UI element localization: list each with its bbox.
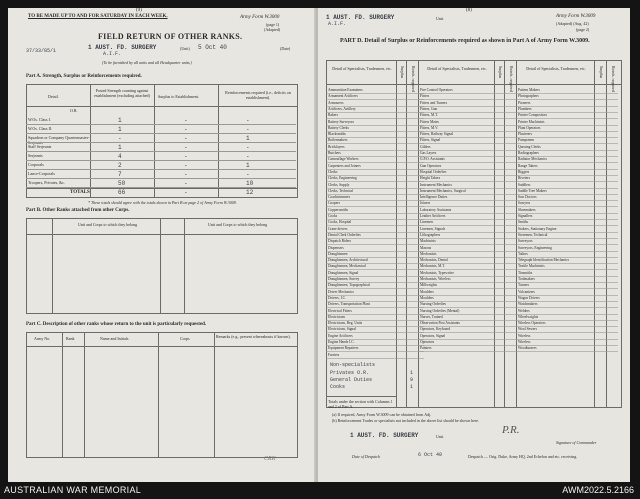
trade-item: Dispensers	[328, 245, 344, 250]
strength-row-value-c: -	[246, 126, 250, 133]
typed-line-4: Cooks	[330, 384, 346, 390]
reference-number: 37/33/85/1	[26, 48, 57, 54]
trade-item: Queuing Clerks	[518, 144, 541, 149]
form-adapted: (Adapted)	[264, 27, 281, 32]
strength-row-value-a: 1	[118, 126, 122, 133]
trade-item: Textile Machinists	[518, 264, 545, 269]
trade-item: Millwrights	[420, 283, 437, 288]
header-detail: Detail.	[48, 94, 59, 99]
part-b-table	[26, 218, 298, 314]
trade-item: Wireless	[518, 340, 531, 344]
trade-item: Clerks, Supply	[328, 182, 350, 187]
right-page	[318, 8, 630, 482]
archive-id: AWM2022.5.2166	[562, 485, 634, 495]
trade-item: Mechanists, Typewriter	[420, 270, 454, 275]
trade-item: Moulders	[420, 289, 434, 294]
strength-row-value-b: -	[184, 162, 188, 169]
part-b-header-1: Unit and Corps to which they belong	[78, 222, 138, 227]
trade-item: Shoemakers	[518, 207, 536, 212]
unit-label: (Unit)	[180, 46, 190, 51]
page-number: (9)	[136, 8, 142, 13]
trade-item: Mechanists	[420, 251, 437, 256]
trade-item: Radiator Mechanics	[518, 157, 547, 162]
trade-item: Coopers	[328, 201, 340, 206]
strength-row-value-b: -	[184, 126, 188, 133]
trade-item: Bricklayers	[328, 144, 345, 149]
trade-item: Engine Artificers	[328, 333, 353, 338]
strength-row	[26, 116, 296, 125]
part-c-table	[26, 332, 298, 458]
strength-row-value-c: 10	[246, 180, 254, 187]
commander-signature: P.R.	[502, 424, 520, 436]
strength-row-value-b: -	[184, 180, 188, 187]
strength-row	[26, 152, 296, 161]
trade-item: Printer Compositors	[518, 113, 548, 118]
trade-item: Dispatch Riders	[328, 239, 352, 244]
trade-item: Pumpsmen	[518, 138, 534, 143]
col-header-reinfs-1: Reinfs. required	[411, 66, 416, 92]
trade-item: Leather Artificers	[420, 214, 446, 218]
unit-typed-right: 1 AUST. FD. SURGERY	[326, 14, 395, 21]
totals-footnote: Totals under the section with Columns 1 and 2 of Part A.	[328, 399, 393, 409]
strength-row	[26, 134, 296, 143]
trade-item: Turners	[518, 283, 530, 288]
trade-item: Linemen	[420, 220, 433, 225]
strength-row-value-c: -	[246, 117, 250, 124]
trade-item: Blacksmiths	[328, 132, 346, 137]
trade-item: Ammunition Examiners	[328, 88, 363, 92]
typed-line-2: Privates O.R.	[330, 370, 370, 376]
strength-row-value-a: 2	[118, 162, 122, 169]
totals-surplus: -	[184, 189, 188, 196]
trade-item: Pattern Makers	[518, 88, 540, 92]
trade-item: Linemen, Signals	[420, 226, 446, 231]
trade-item: Farriers	[328, 352, 340, 357]
part-d-title: PART D. Detail of Surplus or Reinforcements required as shown in Part A of Army Form W.3009.	[340, 38, 590, 44]
strength-row-label: Corporals	[28, 162, 44, 167]
trade-item: Artificers, Artillery	[328, 106, 356, 111]
page-title: FIELD RETURN OF OTHER RANKS.	[98, 32, 243, 41]
trade-item: Fitters, Gun	[420, 106, 438, 111]
part-c-header-remarks: Remarks (e.g., present whereabouts if known).	[216, 334, 291, 339]
trade-item: Range Takers	[518, 163, 538, 168]
trade-item: Armourers	[328, 100, 344, 105]
archive-name: AUSTRALIAN WAR MEMORIAL	[4, 485, 142, 495]
strength-row-label: W.Os. Class I.	[28, 117, 51, 122]
trade-item: Bakers	[328, 113, 338, 118]
form-id: Army Form W.3000	[240, 15, 280, 20]
trade-item: Plant Operators	[518, 125, 541, 130]
trade-item: Fitters, M.T.	[420, 113, 438, 118]
part-c-header-name: Name and Initials	[100, 336, 129, 341]
trade-item: Sawyers	[518, 201, 531, 206]
header-surplus: Surplus to Establishment.	[158, 94, 199, 99]
trade-item: Photographers	[518, 94, 539, 99]
trade-item: Height Takers	[420, 176, 441, 181]
strength-row-value-a: 1	[118, 117, 122, 124]
trade-item: Fire Control Operators	[420, 88, 453, 92]
trade-item: Nurses, Trained	[420, 314, 443, 319]
trade-item: Driver Mechanics	[328, 289, 354, 294]
strength-row-value-c: 1	[246, 162, 250, 169]
strength-row-value-a: 4	[118, 153, 122, 160]
trade-item: Gilders	[420, 144, 431, 149]
trade-item: Drivers, I.C.	[328, 295, 346, 300]
trade-item: Boilermakers	[328, 138, 348, 143]
trade-item: Draughtsmen, Signal	[328, 270, 359, 275]
strength-row	[26, 179, 296, 188]
totals-posted: 66	[118, 189, 126, 196]
date-label: (Date)	[280, 46, 291, 51]
trade-item: Nursing Orderlies	[420, 302, 446, 307]
strength-row-value-c: 1	[246, 135, 250, 142]
trade-item: Saddlers	[518, 182, 531, 187]
trade-item: Plasterers	[518, 132, 532, 137]
trade-item: Drivers, Transportation Plant	[328, 302, 370, 307]
trade-item: Moulders	[420, 295, 434, 300]
strength-row-label: Serjeants	[28, 153, 43, 158]
trade-item: Armament Artificers	[328, 94, 358, 99]
strength-row-label: Squadron or Company Quartermaster-	[28, 135, 90, 140]
strength-row-value-b: -	[184, 153, 188, 160]
trade-item: Electricians	[328, 314, 345, 319]
part-c-header-corps: Corps	[180, 336, 190, 341]
part-b-title: Part B. Other Ranks attached from other Corps.	[26, 208, 130, 213]
trade-item: Engine Hands I.C.	[328, 340, 355, 344]
trade-item: Fitters	[420, 94, 430, 99]
trade-item: Surveyors	[518, 239, 533, 244]
strength-row-value-a: 50	[118, 180, 126, 187]
trade-item: Hospital Orderlies	[420, 169, 447, 174]
trade-item: Instrument Mechanics	[420, 182, 453, 187]
trade-item: Radiographers	[518, 151, 539, 155]
trade-item: Instrument Mechanics, Surgical	[420, 188, 466, 193]
part-a-note: * These totals should agree with the totals shown in Part B on page 2 of Army Form W.3009.	[88, 200, 237, 205]
trade-item: Painters	[420, 346, 432, 351]
strength-row-label: Staff Serjeants	[28, 144, 52, 149]
strength-row	[26, 161, 296, 170]
trade-item: Wool Sewers	[518, 327, 537, 332]
trade-item: Joiners	[420, 201, 431, 206]
left-signature: CRK	[264, 456, 276, 462]
trade-item: Wireless	[518, 333, 531, 338]
trade-item: Pioneers	[518, 100, 531, 105]
trade-item: Observation Post Assistants	[420, 321, 460, 326]
unit-typed: 1 AUST. FD. SURGERY	[88, 44, 157, 51]
part-b-header-2: Unit and Corps to which they belong	[208, 222, 268, 227]
trade-item: Wheelwrights	[518, 314, 539, 319]
trade-item: Dental Clerk Orderlies	[328, 232, 361, 237]
typed-line-3: General Duties	[330, 377, 373, 383]
trade-item: Carpenters and Joiners	[328, 163, 361, 168]
trade-item: Tinsmiths	[518, 270, 533, 275]
header-or: O.R.	[70, 108, 78, 113]
strength-row-label: Troopers, Privates, &c.	[28, 180, 66, 185]
trade-item: Draughtsmen, Topographical	[328, 283, 370, 288]
strength-row-value-c: -	[246, 153, 250, 160]
header-reinforcements: Reinforcements required (i.e., deficits on establishment).	[225, 90, 291, 100]
trade-rule	[418, 351, 516, 352]
trade-item: Stokers, Stationary Engine	[518, 226, 557, 231]
left-page	[8, 8, 316, 482]
trade-item: Toolmakers	[518, 277, 535, 281]
trade-item: Printer Machinists	[518, 119, 545, 124]
col-header-reinfs-3: Reinfs. required	[611, 66, 616, 92]
part-c-header-army-no: Army No.	[34, 336, 51, 341]
trade-item: Lithographers	[420, 232, 441, 237]
trade-item: Draughtsmen, Architectural	[328, 258, 368, 263]
trade-item: Coppersmiths	[328, 207, 348, 212]
trade-item: Woodturners	[518, 346, 537, 351]
unit-sign-label: Unit.	[436, 434, 445, 439]
trade-item: Laboratory Assistants	[420, 207, 452, 212]
trade-item: Electricians, Reg. Units	[328, 321, 363, 326]
col-header-surplus-2: Surplus	[498, 66, 503, 79]
totals-reinforcements: 12	[246, 189, 254, 196]
trade-item: Mechanists, Dental	[420, 258, 448, 263]
trade-item: Plumbers	[518, 106, 532, 111]
form-page-right: (page 2)	[576, 27, 590, 32]
trade-item: Operators, Keyboard	[420, 327, 451, 332]
trade-item: Surveyors, Engineering	[518, 245, 552, 250]
trade-item: Gas Layers	[420, 151, 437, 155]
date-typed: 5 Oct 40	[198, 44, 227, 51]
strength-row-value-a: 7	[118, 171, 122, 178]
typed-line-1: Non-specialists	[330, 362, 376, 368]
unit-typed-right-2: A.I.F.	[328, 21, 347, 27]
bottom-note: Despatch — Orig. Duke, Army HQ, 2nd Echelon and etc. receiving.	[468, 454, 578, 459]
typed-value-3: 1	[410, 384, 414, 390]
trade-item: Nursing Orderlies (Mental)	[420, 308, 460, 313]
trade-item: Cooks	[328, 214, 338, 218]
trade-item: Electricians, Signal	[328, 327, 356, 332]
trade-item: Gun Operators	[420, 163, 442, 168]
document-scan	[8, 8, 630, 482]
col-header-surplus-1: Surplus	[400, 66, 405, 79]
part-c-title: Part C. Description of other ranks whose return to the unit is particularly requested.	[26, 322, 207, 327]
trade-item: Cooks, Hospital	[328, 220, 352, 225]
trade-item: Battery Surveyors	[328, 119, 355, 124]
trade-item: Masons	[420, 245, 432, 250]
trade-item: Vulcanizers	[518, 289, 535, 294]
trade-item: Wireless Operators	[518, 321, 546, 326]
trade-item: Machinists	[420, 239, 436, 244]
top-note: TO BE MADE UP TO AND FOR SATURDAY IN EACH WEEK.	[28, 14, 168, 19]
trade-item: Wagon Drivers	[518, 295, 540, 300]
trade-item: Electrical Fitters	[328, 308, 352, 313]
page-number-right: (8)	[466, 8, 472, 13]
col-header-3: Detail of Specialists, Tradesmen, etc.	[526, 66, 586, 71]
trade-item: Battery Clerks	[328, 125, 349, 130]
trade-item: Clerks, Engineering	[328, 176, 357, 181]
signature-label: Signature of Commander	[556, 440, 597, 445]
trade-item: Draughtsmen, Survey	[328, 277, 360, 281]
trade-item: Draughtsmen	[328, 251, 348, 256]
trade-item: Riveters	[518, 176, 530, 181]
strength-row	[26, 143, 296, 152]
trade-item: Intelligence Duties	[420, 195, 448, 200]
trade-item: Camouflage Workers	[328, 157, 359, 162]
trade-item: Fitters, M.V.	[420, 125, 439, 130]
strength-row-value-a: -	[118, 135, 122, 142]
despatch-label: Date of Despatch	[352, 454, 380, 459]
trade-item: Smiths	[518, 220, 528, 225]
trade-item: Welders	[518, 308, 530, 313]
strength-row-value-b: -	[184, 117, 188, 124]
strength-row-value-a: 1	[118, 144, 122, 151]
strength-row-value-b: -	[184, 171, 188, 178]
col-header-surplus-3: Surplus	[599, 66, 604, 79]
strength-row	[26, 125, 296, 134]
unit-typed-2: A.I.F.	[103, 51, 122, 57]
unit-sign-typed: 1 AUST. FD. SURGERY	[350, 432, 419, 439]
trade-item: Mechanists, Wireless	[420, 277, 451, 281]
trade-item: Mechanists, M.T.	[420, 264, 446, 269]
trade-item: Saw Doctors	[518, 195, 537, 200]
trade-item: Storemen, Technical	[518, 232, 548, 237]
footnote-b: (b) Reinforcement Trades or specialists not included in the above list should be shown here.	[332, 418, 479, 423]
archive-banner	[0, 482, 640, 499]
totals-label: TOTALS	[70, 190, 90, 195]
footnote-a: (a) If required, Army Form W.3009 can be obtained from Adj.	[332, 412, 432, 417]
trade-rule	[326, 358, 424, 359]
trade-item: Fitters and Turners	[420, 100, 448, 105]
trade-item: Coachtrimmers	[328, 195, 351, 200]
form-adapted-right: (Adapted) (Aug. 42)	[556, 21, 589, 26]
trade-item: Equipment Repairers	[328, 346, 359, 351]
trade-item: Riggers	[518, 169, 530, 174]
unit-label-right: Unit.	[436, 16, 445, 21]
col-header-2: Detail of Specialists, Tradesmen, etc.	[427, 66, 487, 71]
form-id-right: Army Form W.3009	[556, 14, 596, 19]
strength-row	[26, 170, 296, 179]
part-a-title: Part A. Strength, Surplus or Reinforcements required.	[26, 74, 142, 79]
trade-item: Butchers	[328, 151, 341, 155]
trade-item: Watchmakers	[518, 302, 538, 307]
trade-item: G.P.O. Assistants	[420, 157, 445, 162]
trade-item: Saddle Tree Makers	[518, 188, 547, 193]
trade-item: Clerks, Technical	[328, 188, 354, 193]
trade-item: Operators	[420, 340, 435, 344]
trade-rule	[516, 351, 618, 352]
strength-row-label: W.Os. Class II.	[28, 126, 53, 131]
strength-row-value-c: -	[246, 171, 250, 178]
trade-item: Crane drivers	[328, 226, 348, 231]
typed-value-2: 9	[410, 377, 414, 383]
col-header-reinfs-2: Reinfs. required	[509, 66, 514, 92]
trade-item: Fitters, Railway Signal	[420, 132, 454, 137]
trade-item: Draughtsmen, Mechanical	[328, 264, 366, 269]
part-c-header-rank: Rank	[66, 336, 75, 341]
trade-item: Signallers	[518, 214, 533, 218]
strength-row-value-c: -	[246, 144, 250, 151]
page-subtitle: (To be furnished by all units and all Headquarter units.)	[102, 60, 192, 65]
trade-item: Telegraph Identification Mechanics	[518, 258, 570, 263]
trade-item: Fitters, Signal	[420, 138, 441, 143]
col-header-1: Detail of Specialists, Tradesmen, etc.	[332, 66, 392, 71]
strength-row-value-b: -	[184, 135, 188, 142]
despatch-date: 6 Oct 40	[418, 452, 443, 458]
trade-item: Operators, Signal	[420, 333, 446, 338]
strength-row-label: Lance-Corporals	[28, 171, 55, 176]
trade-item: Clerks	[328, 169, 338, 174]
typed-value-1: 1	[410, 370, 414, 376]
strength-row-value-b: -	[184, 144, 188, 151]
header-posted: Posted Strength counting against establishment (excluding attached)	[94, 88, 150, 98]
trade-item: Fitters Mates	[420, 119, 439, 124]
trade-item: Tailors	[518, 251, 528, 256]
form-page: (page 1)	[266, 22, 280, 27]
